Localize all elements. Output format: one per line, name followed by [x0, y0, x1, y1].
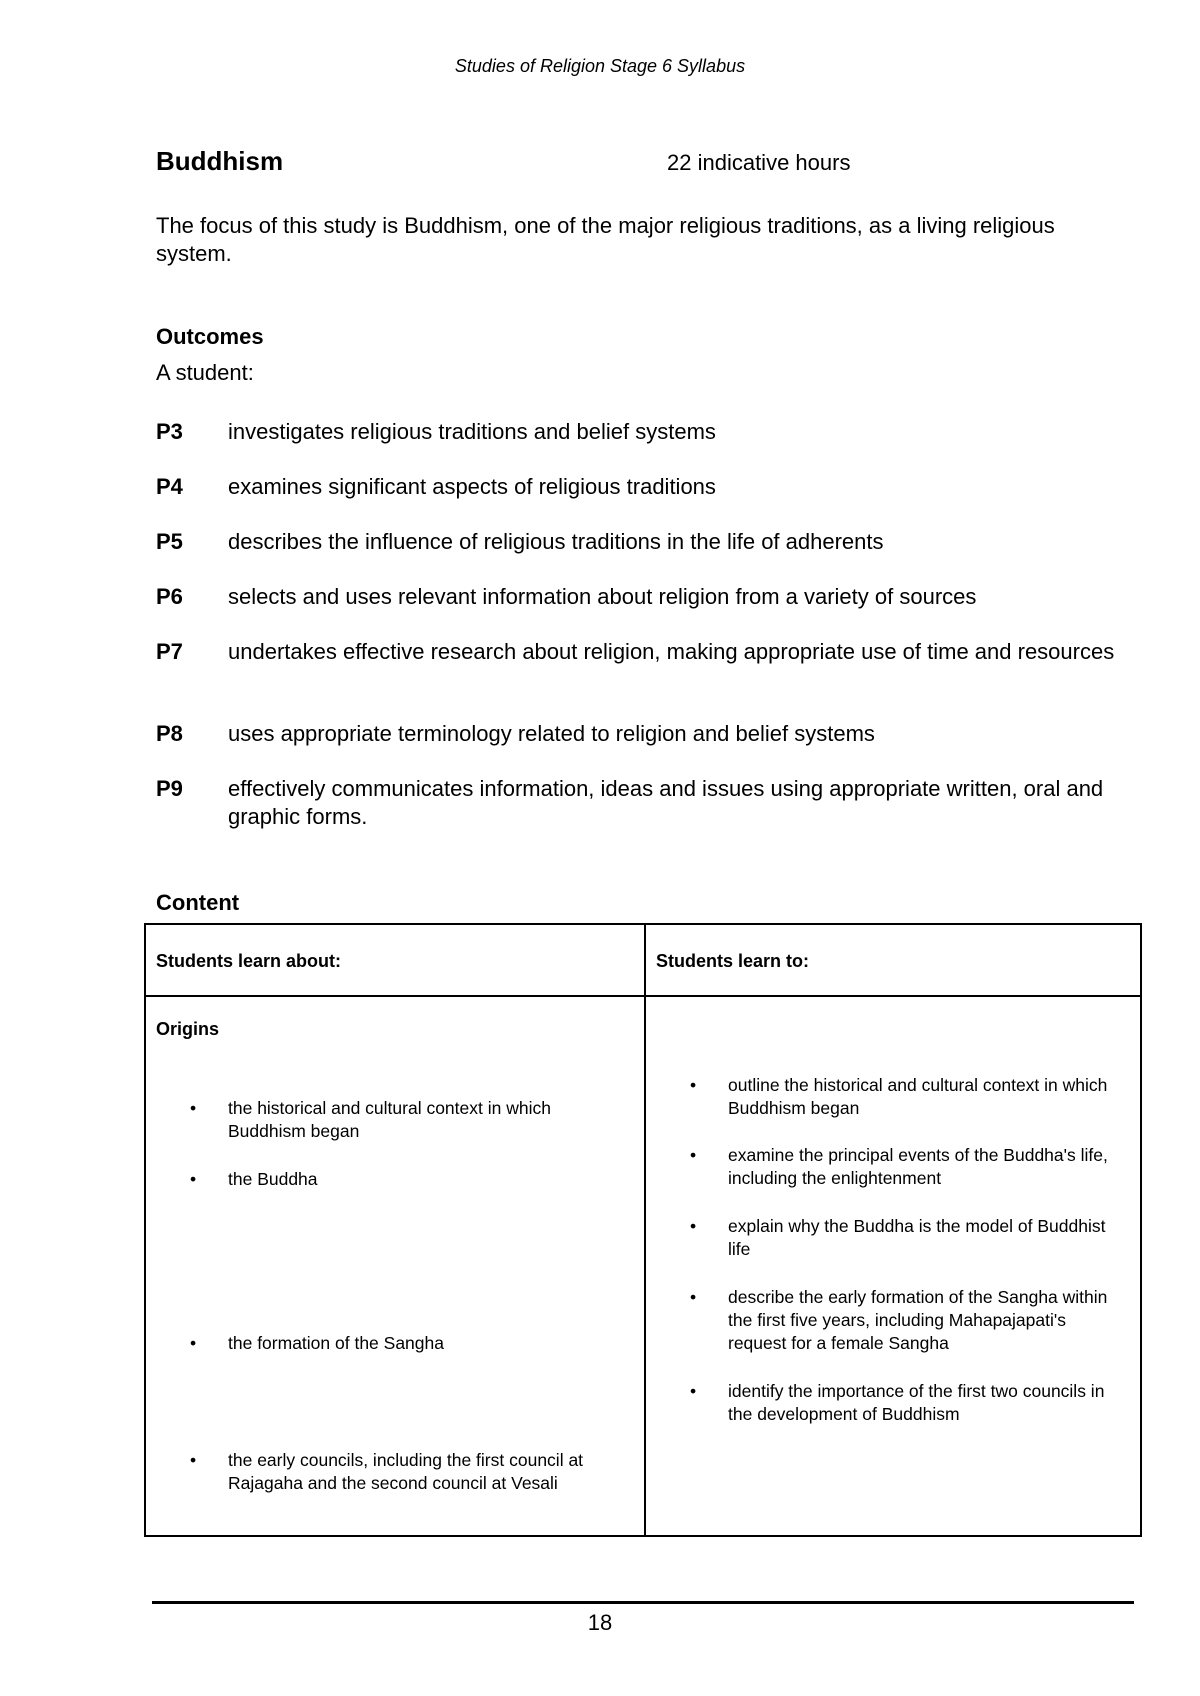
outcome-item	[156, 473, 1116, 501]
bullet-icon: •	[690, 1287, 697, 1307]
title-row	[156, 146, 1056, 180]
document-title: Buddhism	[156, 146, 284, 176]
list-item: • identify the importance of the first two councils in the development of Buddhism	[690, 1381, 1105, 1424]
bullet-icon: •	[190, 1098, 197, 1118]
list-item: • describe the early formation of the Sangha within the first five years, including Mahapajapati's request for a female Sangha	[690, 1287, 1108, 1353]
page-number: 18	[587, 1610, 613, 1635]
footer-rule	[152, 1601, 1134, 1604]
bullet-icon: •	[690, 1145, 697, 1165]
running-header: Studies of Religion Stage 6 Syllabus	[454, 56, 746, 76]
outcome-item	[156, 418, 1116, 446]
outcomes-lead: A student:	[156, 360, 254, 385]
section-label-origins: Origins	[156, 1019, 220, 1039]
bullet-icon: •	[690, 1075, 697, 1095]
outcome-text: undertakes effective research about religion, making appropriate use of time and resources	[228, 639, 1115, 664]
outcome-code: P7	[156, 639, 183, 664]
outcome-text: examines significant aspects of religious traditions	[228, 474, 716, 499]
list-item: • examine the principal events of the Buddha's life, including the enlightenment	[690, 1145, 1108, 1188]
header-cell-learn-about	[145, 924, 645, 996]
intro-paragraph: The focus of this study is Buddhism, one of the major religious traditions, as a living religious system.	[156, 213, 1055, 266]
outcome-text: describes the influence of religious traditions in the life of adherents	[228, 529, 884, 554]
column-header: Students learn about:	[156, 951, 342, 971]
content-table	[144, 923, 1142, 1537]
list-item: • outline the historical and cultural context in which Buddhism began	[690, 1075, 1108, 1118]
outcome-text: uses appropriate terminology related to religion and belief systems	[228, 721, 875, 746]
outcome-item	[156, 775, 1136, 831]
bullet-icon: •	[190, 1333, 197, 1353]
table-row	[145, 996, 1141, 1536]
outcome-text: investigates religious traditions and belief systems	[228, 419, 716, 444]
indicative-hours: 22 indicative hours	[667, 150, 851, 175]
outcome-item	[156, 528, 1116, 556]
outcome-code: P3	[156, 419, 183, 444]
outcome-code: P6	[156, 584, 183, 609]
list-item: • the Buddha	[190, 1169, 318, 1189]
list-item: • the early councils, including the first council at Rajagaha and the second council at Vesali	[190, 1450, 584, 1493]
outcome-code: P9	[156, 776, 183, 801]
table-header-row	[145, 924, 1141, 996]
bullet-icon: •	[690, 1381, 697, 1401]
list-item: • the formation of the Sangha	[190, 1333, 444, 1353]
outcome-code: P4	[156, 474, 183, 499]
content-heading: Content	[156, 890, 240, 915]
outcome-item	[156, 583, 1116, 611]
bullet-icon: •	[190, 1169, 197, 1189]
outcome-text: selects and uses relevant information about religion from a variety of sources	[228, 584, 977, 609]
learn-to-cell	[645, 996, 1141, 1536]
outcome-text: effectively communicates information, ideas and issues using appropriate written, oral and graphic forms.	[228, 776, 1104, 829]
list-item: • the historical and cultural context in which Buddhism began	[190, 1098, 551, 1141]
list-item: • explain why the Buddha is the model of Buddhist life	[690, 1216, 1106, 1259]
learn-about-cell	[145, 996, 645, 1536]
outcome-code: P5	[156, 529, 183, 554]
header-cell-learn-to	[645, 924, 1141, 996]
bullet-icon: •	[690, 1216, 697, 1236]
column-header: Students learn to:	[656, 951, 810, 971]
outcome-code: P8	[156, 721, 183, 746]
outcomes-heading: Outcomes	[156, 324, 264, 349]
bullet-icon: •	[190, 1450, 197, 1470]
outcome-item	[156, 638, 1116, 666]
outcome-item	[156, 720, 1116, 748]
